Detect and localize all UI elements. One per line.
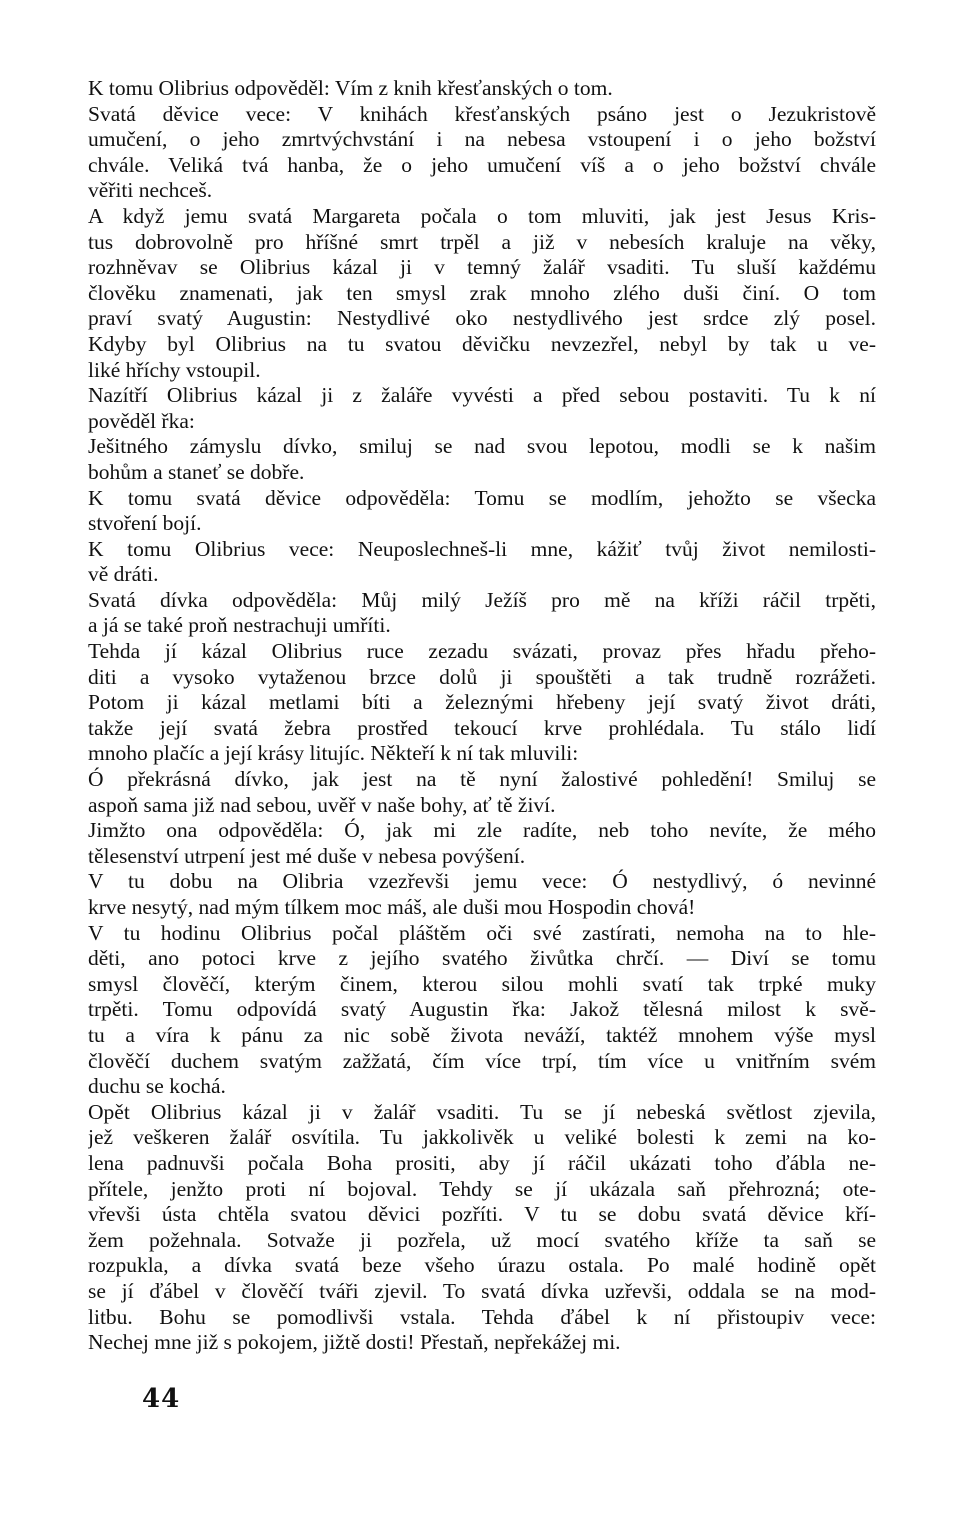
paragraph xyxy=(88,383,876,434)
text-line: věřiti nechceš. xyxy=(88,178,213,203)
text-line: Ó překrásná dívko, jak jest na tě nyní žalostivé pohledění! Smiluj se xyxy=(88,767,876,792)
text-line: K tomu Olibrius vece: Neuposlechneš-li mne, kážiť tvůj život nemilosti- xyxy=(88,536,876,561)
text-line: člověku znamenati, jak ten smysl zrak mnoho zlého duši činí. O tom xyxy=(88,280,876,305)
text-line: umučení, o jeho zmrtvýchvstání i na nebesa vstoupení i o jeho božství xyxy=(88,127,876,152)
text-line: přítele, jenžto proti ní bojoval. Tehdy se jí ukázala saň přehrozná; ote- xyxy=(88,1176,876,1201)
text-line: V tu hodinu Olibrius počal pláštěm oči své zastírati, nemoha na to hle- xyxy=(88,920,876,945)
paragraph xyxy=(88,818,876,869)
text-line: tus dobrovolně pro hříšné smrt trpěl a již v nebesích kraluje na věky, xyxy=(88,229,876,254)
text-line: lena padnuvši počala Boha prositi, aby jí ráčil ukázati toho ďábla ne- xyxy=(88,1150,876,1175)
text-line: aspoň sama již nad sebou, uvěř v naše bohy, ať tě živí. xyxy=(88,792,556,817)
paragraph xyxy=(88,639,876,767)
text-line: praví svatý Augustin: Nestydlivé oko nestydlivého jest srdce zlý posel. xyxy=(88,306,876,331)
text-line: a já se také proň nestrachuji umříti. xyxy=(88,613,391,638)
text-line: chvále. Veliká tvá hanba, že o jeho umučení víš a o jeho božství chvále xyxy=(88,152,876,177)
paragraph xyxy=(88,767,876,818)
paragraph xyxy=(88,869,876,920)
text-line: člověčí duchem svatým zažžatá, čím více trpí, tím více u vnitřním svém xyxy=(88,1048,876,1073)
text-line: Potom ji kázal metlami bíti a železnými hřebeny její svatý život dráti, xyxy=(88,690,876,715)
paragraph xyxy=(88,76,876,102)
text-line: Tehda jí kázal Olibrius ruce zezadu svázati, provaz přes hřadu přeho- xyxy=(88,639,876,664)
text-line: se jí ďábel v člověčí tváři zjevil. To svatá dívka uzřevši, oddala se na mod- xyxy=(88,1278,876,1303)
text-line: Svatá děvice vece: V knihách křesťanských psáno jest o Jezukristově xyxy=(88,101,876,126)
text-line: rozpukla, a dívka svatá beze všeho úrazu ostala. Po malé hodině opět xyxy=(88,1253,876,1278)
text-line: trpěti. Tomu odpovídá svatý Augustin řka: Jakož tělesná milost k svě- xyxy=(88,997,876,1022)
text-line: děti, ano potoci krve z jejího svatého živůtka chrčí. — Diví se tomu xyxy=(88,946,876,971)
paragraph xyxy=(88,921,876,1100)
text-line: litbu. Bohu se pomodlivši vstala. Tehda ďábel k ní přistoupiv vece: xyxy=(88,1304,876,1329)
text-line: Nazítří Olibrius kázal ji z žaláře vyvésti a před sebou postaviti. Tu k ní xyxy=(88,383,876,408)
text-line: žem požehnala. Sotvaže ji pozřela, už mocí svatého kříže ta saň se xyxy=(88,1227,876,1252)
text-line: Opět Olibrius kázal ji v žalář vsaditi. Tu se jí nebeská světlost zjevila, xyxy=(88,1099,876,1124)
paragraph xyxy=(88,537,876,588)
text-line: diti a vysoko vytaženou brzce dolů ji spouštěti a tak trudně rozrážeti. xyxy=(88,664,876,689)
text-line: mnoho plačíc a její krásy litujíc. Někteří k ní tak mluvili: xyxy=(88,741,579,766)
text-line: jež veškeren žalář osvítila. Tu jakkolivěk u veliké bolesti k zemi na ko- xyxy=(88,1125,876,1150)
text-line: Svatá dívka odpověděla: Můj milý Ježíš pro mě na kříži ráčil trpěti, xyxy=(88,587,876,612)
paragraph xyxy=(88,486,876,537)
text-line: rozhněvav se Olibrius kázal ji v temný žalář vsaditi. Tu sluší každému xyxy=(88,255,876,280)
text-line: pověděl řka: xyxy=(88,408,195,433)
text-line: takže její svatá žebra prostřed tekoucí krve prohlédala. Tu stálo lidí xyxy=(88,715,876,740)
text-line: Jimžto ona odpověděla: Ó, jak mi zle radíte, neb toho nevíte, že mého xyxy=(88,818,876,843)
text-line: A když jemu svatá Margareta počala o tom mluviti, jak jest Jesus Kris- xyxy=(88,203,876,228)
text-line: stvoření bojí. xyxy=(88,511,202,536)
paragraph xyxy=(88,588,876,639)
text-line: vě dráti. xyxy=(88,562,159,587)
text-line: Kdyby byl Olibrius na tu svatou děvičku nevzezřel, nebyl by tak u ve- xyxy=(88,331,876,356)
text-line: bohům a staneť se dobře. xyxy=(88,459,305,484)
page-number: 44 xyxy=(142,1384,181,1414)
paragraph xyxy=(88,434,876,485)
text-line: K tomu Olibrius odpověděl: Vím z knih křesťanských o tom. xyxy=(88,76,613,100)
text-line: smysl člověčí, kterým činem, kterou silou mohli svatí tak trpké muky xyxy=(88,971,876,996)
text-line: liké hříchy vstoupil. xyxy=(88,357,261,382)
paragraph xyxy=(88,102,876,204)
text-line: Nechej mne již s pokojem, jižtě dosti! Přestaň, nepřekážej mi. xyxy=(88,1330,621,1355)
text-line: tělesenství utrpení jest mé duše v nebesa povýšení. xyxy=(88,843,526,868)
text-line: Ješitného zámyslu dívko, smiluj se nad svou lepotou, modli se k našim xyxy=(88,434,876,459)
paragraph xyxy=(88,1100,876,1356)
paragraph xyxy=(88,204,876,383)
text-line: tu a víra k pánu za nic sobě života neváží, taktéž mnohem výše mysl xyxy=(88,1022,876,1047)
text-line: V tu dobu na Olibria vzezřevši jemu vece: Ó nestydlivý, ó nevinné xyxy=(88,869,876,894)
text-line: vřevši ústa chtěla svatou děvici pozříti. V tu se dobu svatá děvice kří- xyxy=(88,1202,876,1227)
page-text xyxy=(88,76,876,1356)
text-line: duchu se kochá. xyxy=(88,1074,226,1099)
text-line: K tomu svatá děvice odpověděla: Tomu se modlím, jehožto se všecka xyxy=(88,485,876,510)
text-line: krve nesytý, nad mým tílkem moc máš, ale duši mou Hospodin chová! xyxy=(88,895,696,919)
